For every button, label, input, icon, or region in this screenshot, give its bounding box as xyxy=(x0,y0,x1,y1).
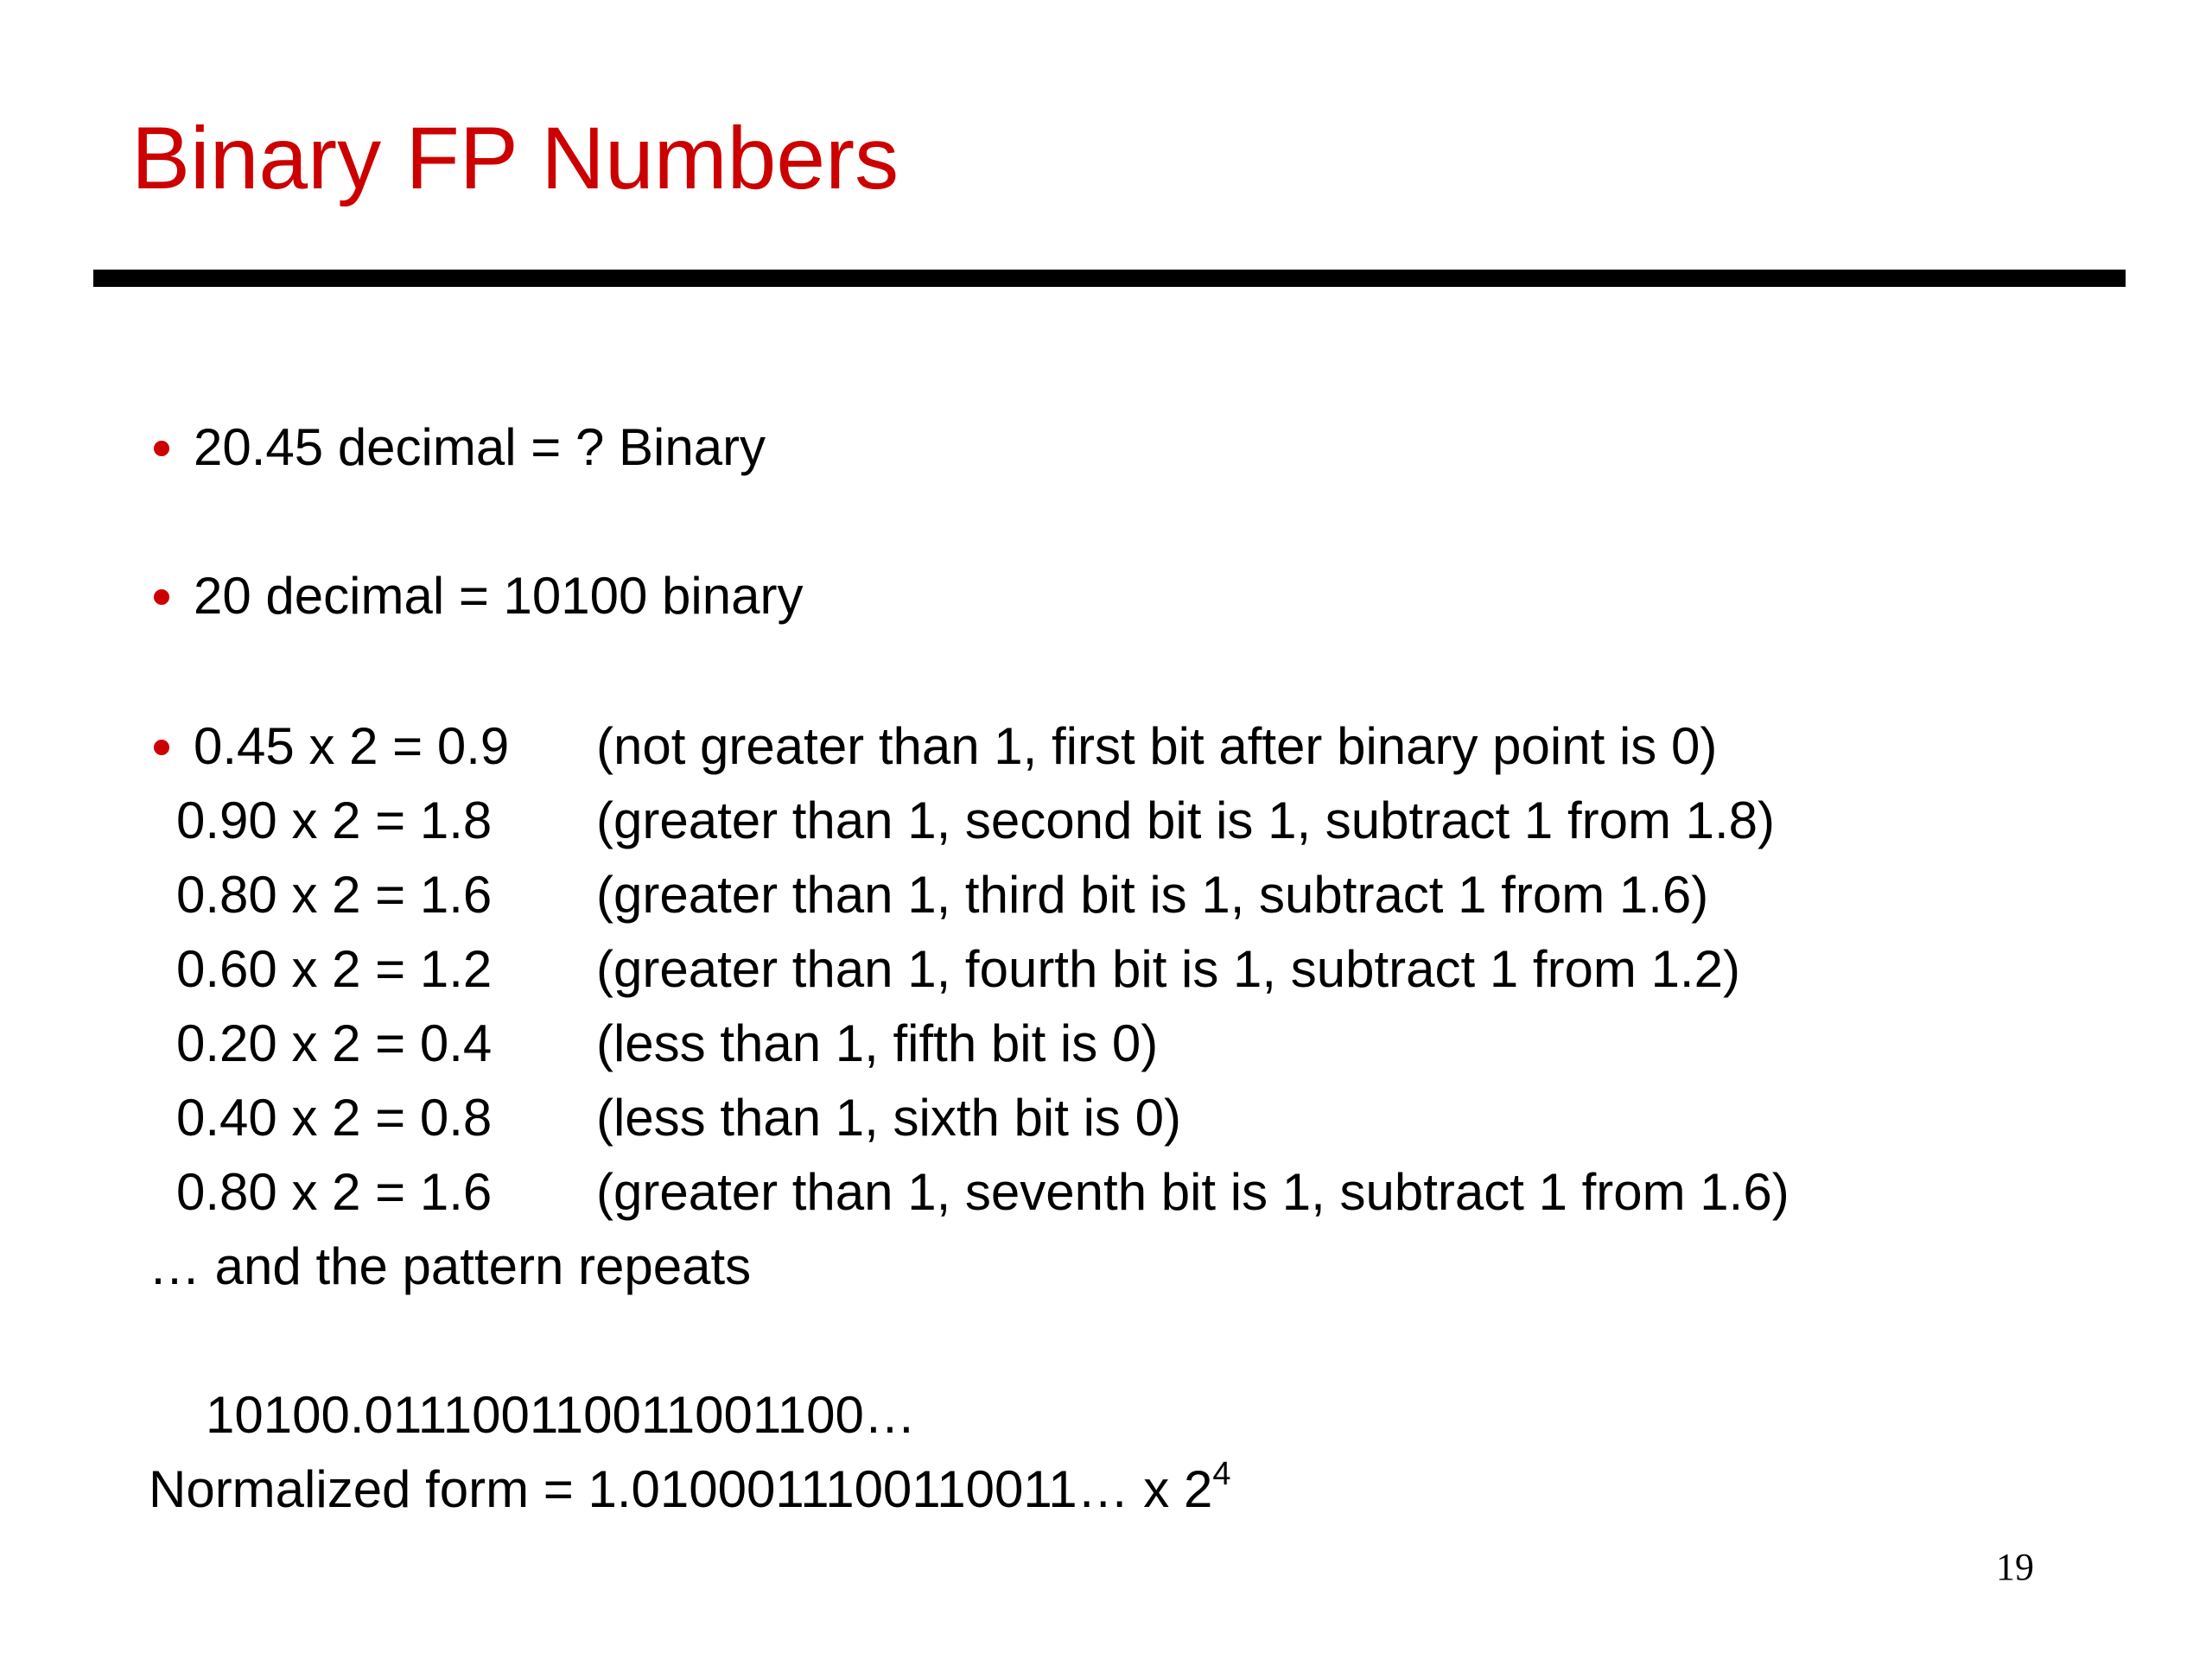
title-divider xyxy=(93,270,2126,287)
step-expression: 0.45 x 2 = 0.9 xyxy=(194,717,510,775)
pattern-text: … and the pattern repeats xyxy=(149,1237,752,1295)
bullet-dot-icon xyxy=(154,740,169,755)
page-number: 19 xyxy=(1996,1546,2034,1588)
bullet-dot-icon xyxy=(154,589,169,605)
step-expression: 0.80 x 2 = 1.6 xyxy=(176,866,493,924)
step-expression: 0.40 x 2 = 0.8 xyxy=(176,1089,493,1147)
bullet-dot-icon xyxy=(154,441,169,456)
step-expression: 0.60 x 2 = 1.2 xyxy=(176,940,493,998)
step-note: (greater than 1, fourth bit is 1, subtract 1 from 1.2) xyxy=(596,940,1740,998)
normalized-exponent: 4 xyxy=(1212,1456,1231,1492)
step-note: (greater than 1, third bit is 1, subtract 1 from 1.6) xyxy=(596,866,1709,924)
normalized-label: Normalized form = 1.0100011100110011… x 2 xyxy=(149,1460,1213,1518)
bullet-text: 20 decimal = 10100 binary xyxy=(194,567,804,625)
binary-result: 10100.011100110011001100… xyxy=(206,1386,916,1444)
step-note: (less than 1, sixth bit is 0) xyxy=(596,1089,1181,1147)
step-expression: 0.80 x 2 = 1.6 xyxy=(176,1163,493,1221)
step-note: (greater than 1, second bit is 1, subtract 1 from 1.8) xyxy=(596,791,1776,849)
slide-title: Binary FP Numbers xyxy=(131,109,899,207)
step-expression: 0.20 x 2 = 0.4 xyxy=(176,1014,493,1072)
bullet-text: 20.45 decimal = ? Binary xyxy=(194,418,766,476)
step-note: (not greater than 1, first bit after binary point is 0) xyxy=(596,717,1718,775)
step-note: (less than 1, fifth bit is 0) xyxy=(596,1014,1159,1072)
normalized-form xyxy=(149,1456,1231,1518)
step-note: (greater than 1, seventh bit is 1, subtract 1 from 1.6) xyxy=(596,1163,1789,1221)
step-expression: 0.90 x 2 = 1.8 xyxy=(176,791,493,849)
